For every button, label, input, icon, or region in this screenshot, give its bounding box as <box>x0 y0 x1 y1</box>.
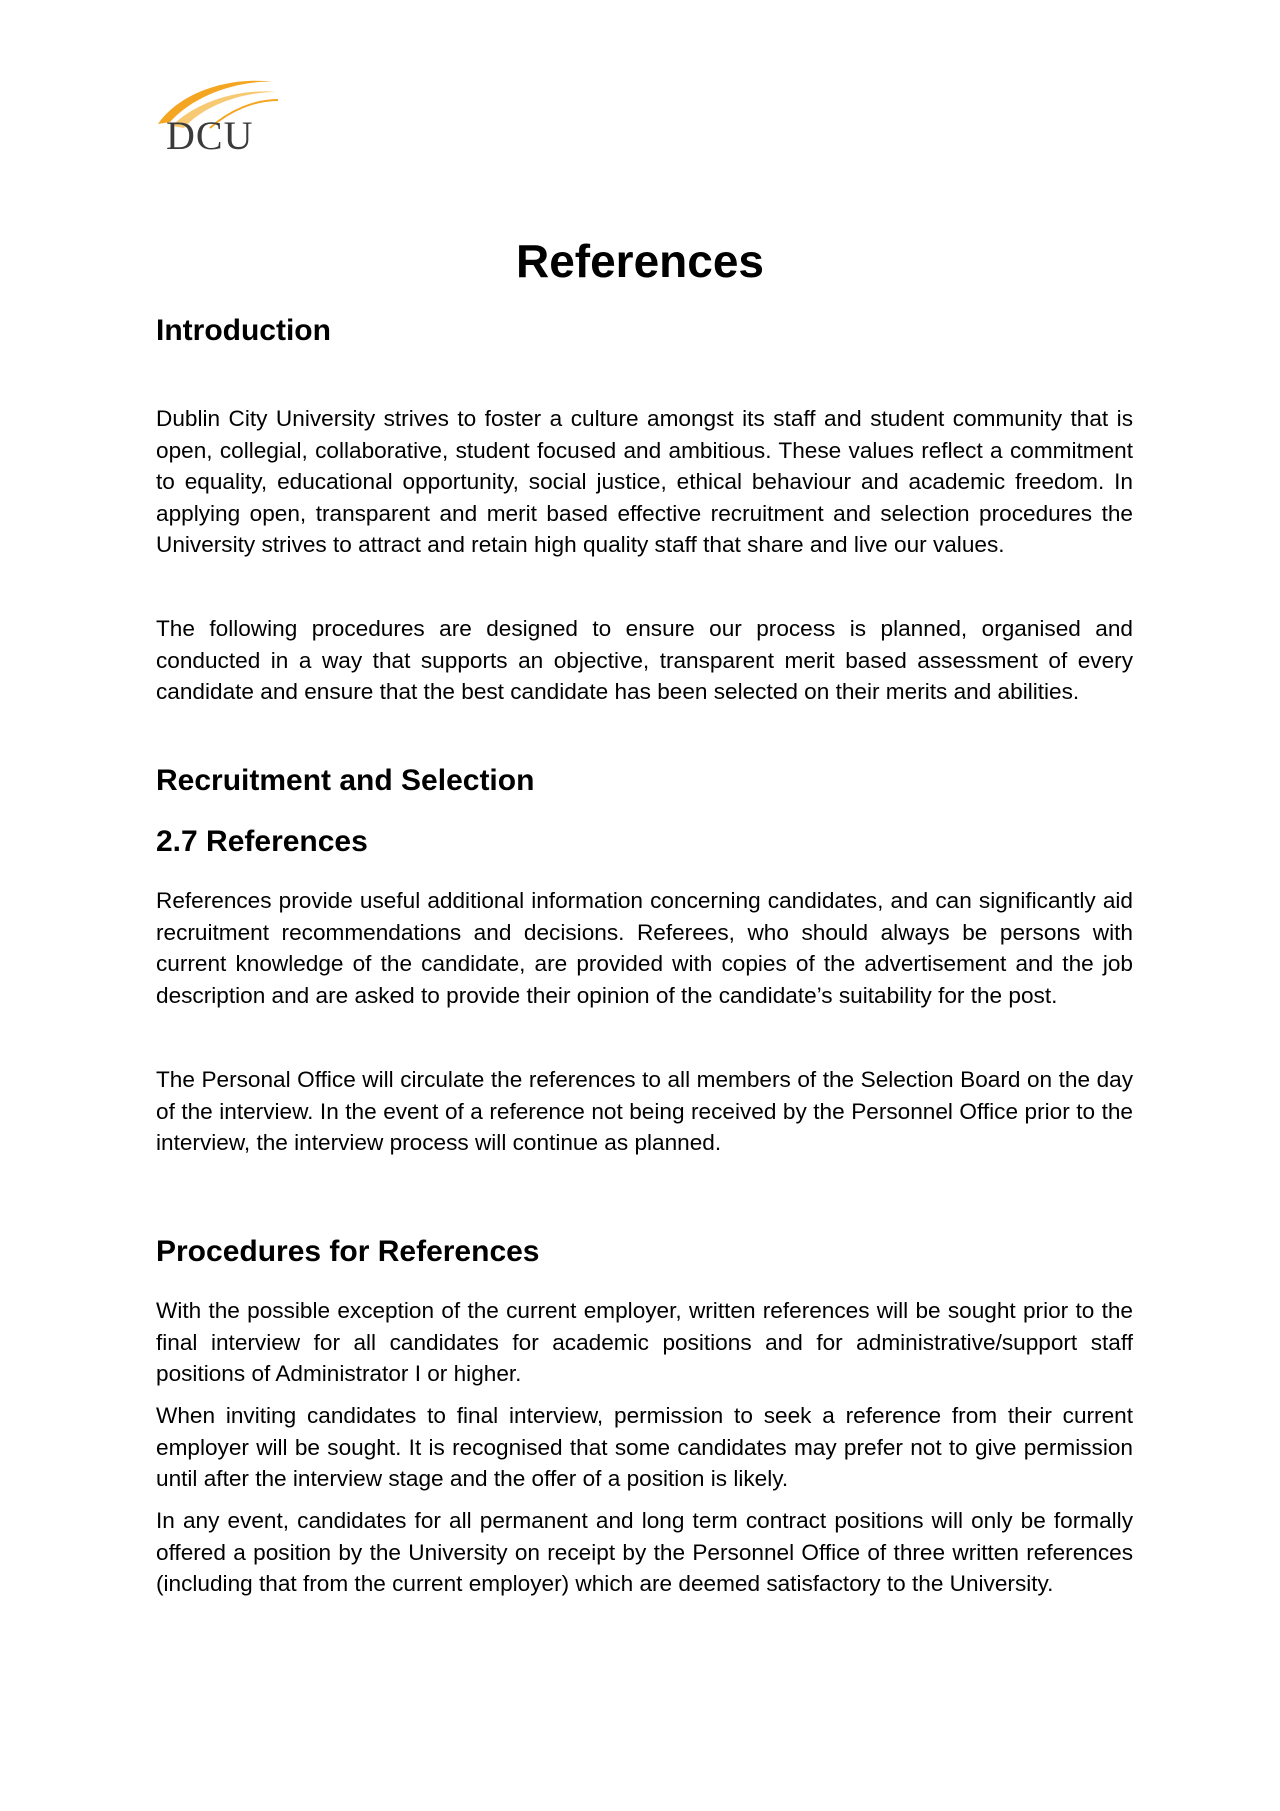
procedures-paragraph-2: When inviting candidates to final interview, permission to seek a reference from their current employer will be sought. It is recognised that some candidates may prefer not to give permission until after the interview stage and the offer of a position is likely. <box>156 1403 1133 1491</box>
logo-text: DCU <box>166 113 254 158</box>
heading-procedures: Procedures for References <box>156 1235 540 1268</box>
procedures-paragraph-3: In any event, candidates for all permanent and long term contract positions will only be formally offered a position by the University on receipt by the Personnel Office of three written references (including that from the current employer) which are deemed satisfactory to the University. <box>156 1508 1133 1596</box>
page-title: References <box>515 235 765 287</box>
intro-paragraph-2: The following procedures are designed to ensure our process is planned, organised and conducted in a way that supports an objective, transparent merit based assessment of every candidate and ensure that the best candidate has been selected on their merits and abilities. <box>156 616 1133 704</box>
procedures-paragraph-1: With the possible exception of the current employer, written references will be sought prior to the final interview for all candidates for academic positions and for administrative/support staff positions of Administrator I or higher. <box>156 1298 1133 1386</box>
references-paragraph-2: The Personal Office will circulate the references to all members of the Selection Board on the day of the interview. In the event of a reference not being received by the Personnel Office prior to the interview, the interview process will continue as planned. <box>156 1067 1133 1155</box>
heading-2-7-references: 2.7 References <box>156 825 368 858</box>
heading-introduction: Introduction <box>156 314 331 347</box>
heading-recruitment-selection: Recruitment and Selection <box>156 764 535 797</box>
dcu-logo <box>150 72 280 162</box>
intro-paragraph-1: Dublin City University strives to foster a culture amongst its staff and student community that is open, collegial, collaborative, student focused and ambitious. These values reflect a commitment to equality, educational opportunity, social justice, ethical behaviour and academic freedom. In applying open, transparent and merit based effective recruitment and selection procedures the University strives to attract and retain high quality staff that share and live our values. <box>156 406 1133 557</box>
references-paragraph-1: References provide useful additional information concerning candidates, and can significantly aid recruitment recommendations and decisions. Referees, who should always be persons with current knowledge of the candidate, are provided with copies of the advertisement and the job description and are asked to provide their opinion of the candidate’s suitability for the post. <box>156 888 1133 1008</box>
